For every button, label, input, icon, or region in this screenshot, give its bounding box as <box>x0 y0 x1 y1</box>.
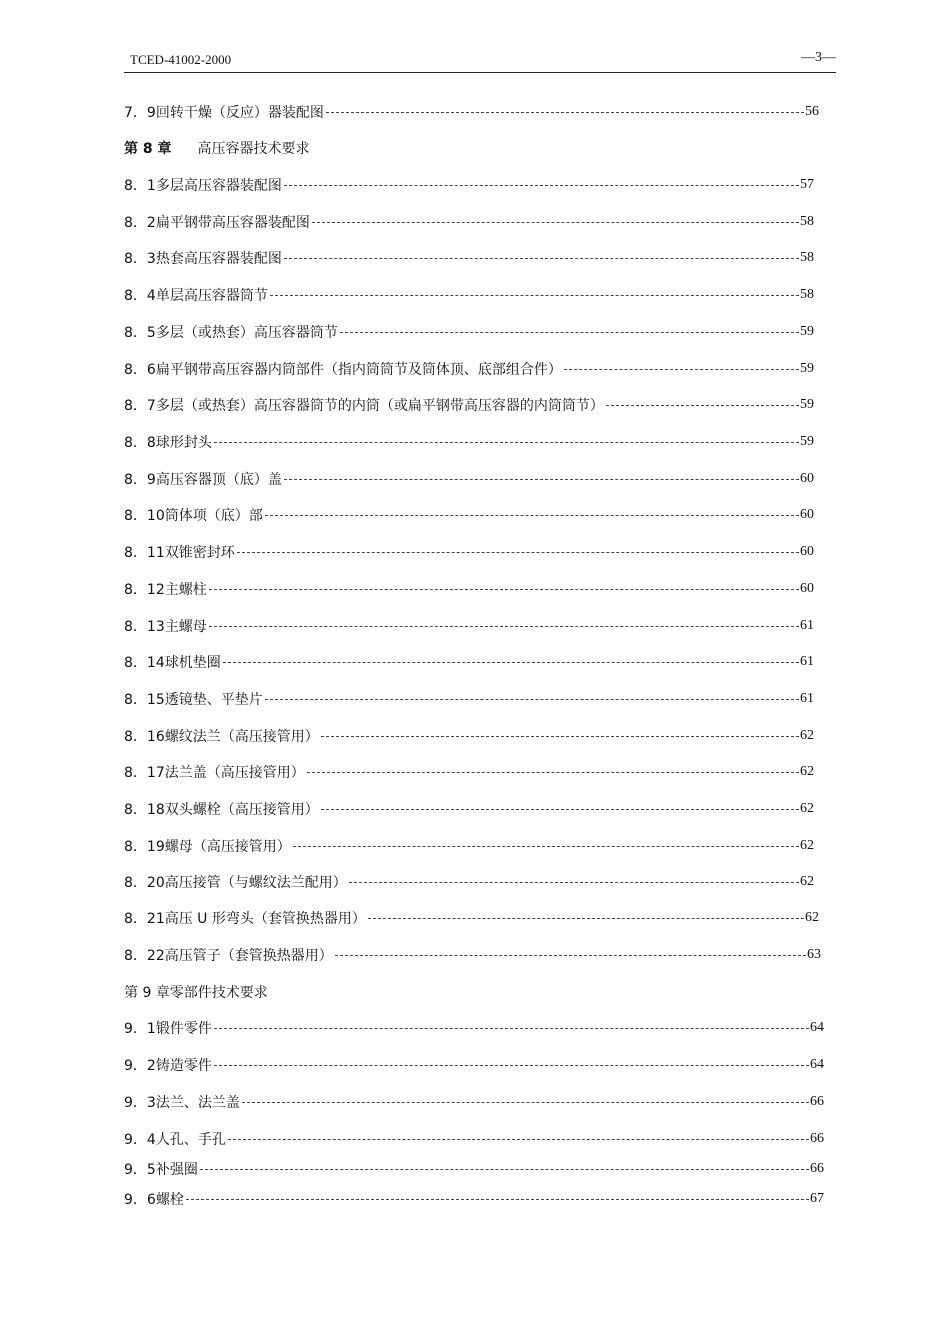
toc-entry[interactable] <box>124 799 814 819</box>
toc-entry-page: 62 <box>800 838 814 853</box>
toc-entry-page: 56 <box>805 104 819 119</box>
toc-entry[interactable] <box>124 872 814 892</box>
toc-entry-number: 8．21 <box>124 911 165 927</box>
toc-entry[interactable] <box>124 102 819 122</box>
toc-entry-page: 59 <box>800 434 814 449</box>
toc-entry-title: 螺纹法兰（高压接管用） <box>164 729 319 745</box>
dot-leader <box>270 294 799 296</box>
toc-entry-title: 双锥密封环 <box>164 545 235 561</box>
toc-entry-title: 扁平钢带高压容器装配图 <box>155 215 310 231</box>
toc-entry[interactable] <box>124 1189 824 1209</box>
toc-entry-title: 单层高压容器筒节 <box>155 288 268 304</box>
dot-leader <box>214 441 799 443</box>
chapter-title: 高压容器技术要求 <box>197 141 310 157</box>
toc-entry[interactable] <box>124 395 814 415</box>
dot-leader <box>340 331 799 333</box>
toc-entry-page: 66 <box>810 1161 824 1176</box>
dot-leader <box>209 625 799 627</box>
toc-entry-page: 58 <box>800 250 814 265</box>
toc-entry-number: 9．5 <box>124 1162 156 1178</box>
dot-leader <box>228 1138 809 1140</box>
dot-leader <box>242 1101 809 1103</box>
toc-entry-number: 8．6 <box>124 362 156 378</box>
toc-entry-page: 60 <box>800 581 814 596</box>
dot-leader <box>284 478 799 480</box>
toc-entry-title: 筒体项（底）部 <box>164 508 263 524</box>
toc-entry-page: 62 <box>800 764 814 779</box>
toc-entry[interactable] <box>124 689 814 709</box>
toc-entry-number: 8．5 <box>124 325 156 341</box>
toc-entry-number: 8．13 <box>124 619 165 635</box>
toc-entry[interactable] <box>124 432 814 452</box>
toc-entry-title: 铸造零件 <box>155 1058 212 1074</box>
document-code: TCED-41002-2000 <box>130 52 232 67</box>
dot-leader <box>209 588 799 590</box>
toc-entry-number: 8．20 <box>124 875 165 891</box>
toc-entry-number: 8．8 <box>124 435 156 451</box>
toc-entry-page: 60 <box>800 544 814 559</box>
toc-entry[interactable] <box>124 359 814 379</box>
toc-entry-page: 58 <box>800 287 814 302</box>
toc-entry-number: 9．3 <box>124 1095 156 1111</box>
dot-leader <box>200 1168 809 1170</box>
dot-leader <box>237 551 799 553</box>
toc-entry-page: 62 <box>800 874 814 889</box>
toc-entry-title: 主螺母 <box>164 619 207 635</box>
toc-entry-number: 8．9 <box>124 472 156 488</box>
page-header <box>124 52 836 73</box>
toc-entry-page: 63 <box>807 947 821 962</box>
toc-entry-number: 8．7 <box>124 398 156 414</box>
dot-leader <box>307 771 799 773</box>
toc-entry[interactable] <box>124 248 814 268</box>
chapter-heading <box>124 982 268 1002</box>
toc-entry-title: 多层（或热套）高压容器筒节 <box>155 325 338 341</box>
dot-leader <box>349 881 799 883</box>
chapter-heading <box>124 138 310 158</box>
toc-entry-number: 8．12 <box>124 582 165 598</box>
dot-leader <box>312 221 799 223</box>
toc-entry-title: 多层高压容器装配图 <box>155 178 282 194</box>
toc-entry-title: 透镜垫、平垫片 <box>164 692 263 708</box>
toc-entry-title: 高压容器顶（底）盖 <box>155 472 282 488</box>
dot-leader <box>335 954 806 956</box>
toc-entry[interactable] <box>124 322 814 342</box>
page-number: —3— <box>801 50 836 65</box>
toc-entry-title: 锻件零件 <box>155 1021 212 1037</box>
toc-entry-number: 8．18 <box>124 802 165 818</box>
toc-entry-title: 法兰盖（高压接管用） <box>164 765 305 781</box>
toc-entry-number: 8．16 <box>124 729 165 745</box>
toc-entry-page: 62 <box>800 801 814 816</box>
toc-entry-number: 7．9 <box>124 105 156 121</box>
toc-entry-title: 球机垫圈 <box>164 655 221 671</box>
toc-entry-number: 8．3 <box>124 251 156 267</box>
toc-entry[interactable] <box>124 469 814 489</box>
toc-entry-title: 高压接管（与螺纹法兰配用） <box>164 875 347 891</box>
dot-leader <box>293 845 799 847</box>
toc-entry[interactable] <box>124 542 814 562</box>
toc-entry-number: 8．10 <box>124 508 165 524</box>
toc-entry[interactable] <box>124 505 814 525</box>
toc-entry-title: 螺母（高压接管用） <box>164 839 291 855</box>
dot-leader <box>223 661 799 663</box>
toc-entry-page: 62 <box>805 910 819 925</box>
toc-entry[interactable] <box>124 908 819 928</box>
dot-leader <box>321 735 799 737</box>
toc-entry-page: 57 <box>800 177 814 192</box>
toc-entry-title: 螺栓 <box>155 1192 184 1208</box>
toc-entry-number: 8．17 <box>124 765 165 781</box>
dot-leader <box>214 1064 809 1066</box>
toc-entry-number: 8．22 <box>124 948 165 964</box>
chapter-label: 第 8 章 <box>124 141 172 157</box>
toc-entry-title: 主螺柱 <box>164 582 207 598</box>
dot-leader <box>284 257 799 259</box>
toc-entry-page: 59 <box>800 361 814 376</box>
chapter-title: 第 9 章零部件技术要求 <box>124 985 268 1001</box>
toc-entry-title: 高压管子（套管换热器用） <box>164 948 333 964</box>
toc-entry-number: 8．14 <box>124 655 165 671</box>
toc-entry-title: 双头螺栓（高压接管用） <box>164 802 319 818</box>
toc-entry-number: 8．19 <box>124 839 165 855</box>
toc-entry-title: 多层（或热套）高压容器筒节的内筒（或扁平钢带高压容器的内筒筒节） <box>155 398 604 414</box>
toc-entry-page: 58 <box>800 214 814 229</box>
toc-entry-page: 64 <box>810 1020 824 1035</box>
toc-entry-title: 法兰、法兰盖 <box>155 1095 240 1111</box>
toc-entry-number: 9．1 <box>124 1021 156 1037</box>
toc-entry-number: 9．4 <box>124 1132 156 1148</box>
toc-entry-page: 60 <box>800 507 814 522</box>
dot-leader <box>186 1198 809 1200</box>
toc-entry-page: 61 <box>800 691 814 706</box>
toc-entry-number: 8．15 <box>124 692 165 708</box>
toc-entry[interactable] <box>124 175 814 195</box>
toc-entry[interactable] <box>124 945 821 965</box>
toc-entry-number: 9．6 <box>124 1192 156 1208</box>
toc-entry-page: 62 <box>800 728 814 743</box>
dot-leader <box>265 514 799 516</box>
toc-entry-title: 补强圈 <box>155 1162 198 1178</box>
dot-leader <box>368 917 804 919</box>
dot-leader <box>265 698 799 700</box>
toc-entry-number: 9．2 <box>124 1058 156 1074</box>
toc-entry-title: 人孔、手孔 <box>155 1132 226 1148</box>
dot-leader <box>214 1027 809 1029</box>
toc-entry[interactable] <box>124 726 814 746</box>
toc-entry-title: 回转干燥（反应）器装配图 <box>155 105 324 121</box>
dot-leader <box>606 404 799 406</box>
toc-entry-page: 67 <box>810 1191 824 1206</box>
toc-entry-number: 8．4 <box>124 288 156 304</box>
toc-entry-title: 球形封头 <box>155 435 212 451</box>
dot-leader <box>284 184 799 186</box>
toc-entry-title: 扁平钢带高压容器内筒部件（指内筒筒节及筒体顶、底部组合件） <box>155 362 562 378</box>
toc-entry-page: 61 <box>800 618 814 633</box>
toc-entry[interactable] <box>124 652 814 672</box>
toc-entry-number: 8．2 <box>124 215 156 231</box>
toc-entry[interactable] <box>124 1159 824 1179</box>
toc-entry-page: 59 <box>800 397 814 412</box>
toc-entry-title: 热套高压容器装配图 <box>155 251 282 267</box>
toc-entry[interactable] <box>124 579 814 599</box>
dot-leader <box>321 808 799 810</box>
toc-entry-page: 64 <box>810 1057 824 1072</box>
toc-entry-page: 61 <box>800 654 814 669</box>
toc-entry[interactable] <box>124 616 814 636</box>
toc-entry-number: 8．1 <box>124 178 156 194</box>
toc-entry-number: 8．11 <box>124 545 165 561</box>
toc-entry[interactable] <box>124 212 814 232</box>
toc-entry[interactable] <box>124 1092 824 1112</box>
toc-entry-title: 高压 U 形弯头（套管换热器用） <box>164 911 366 927</box>
toc-entry[interactable] <box>124 836 814 856</box>
toc-entry[interactable] <box>124 1055 824 1075</box>
dot-leader <box>326 111 804 113</box>
toc-entry[interactable] <box>124 1129 824 1149</box>
dot-leader <box>564 368 799 370</box>
toc-entry[interactable] <box>124 762 814 782</box>
toc-entry-page: 66 <box>810 1131 824 1146</box>
toc-entry-page: 60 <box>800 471 814 486</box>
toc-entry-page: 59 <box>800 324 814 339</box>
toc-entry[interactable] <box>124 285 814 305</box>
toc-entry-page: 66 <box>810 1094 824 1109</box>
toc-entry[interactable] <box>124 1018 824 1038</box>
